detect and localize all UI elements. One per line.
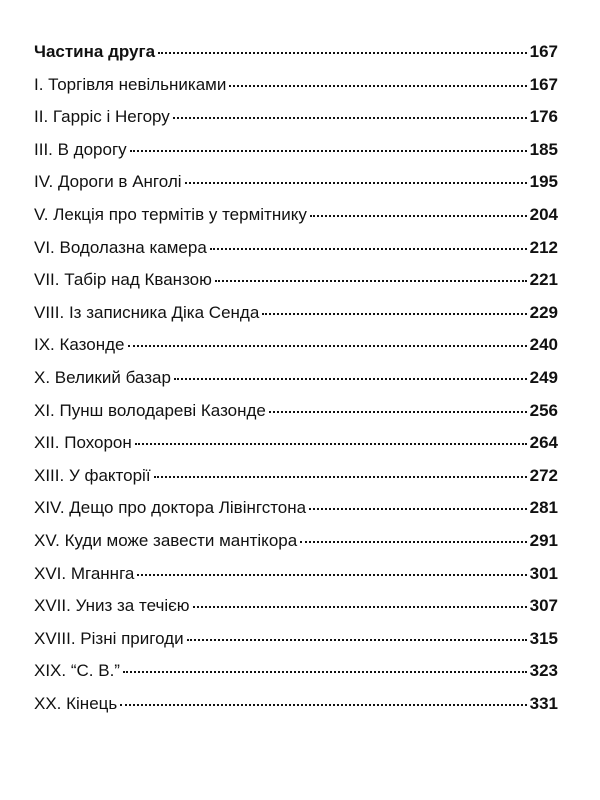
dot-leader: [310, 215, 527, 217]
toc-entry: [34, 460, 558, 493]
toc-entry: [34, 199, 558, 232]
chapter-page-number: 249: [529, 367, 558, 387]
dot-leader: [269, 411, 527, 413]
chapter-title: I. Торгівля невільниками: [34, 74, 227, 94]
toc-entry: [34, 166, 558, 199]
chapter-page-number: 195: [529, 172, 558, 192]
table-of-contents: [34, 36, 558, 720]
chapter-title: XX. Кінець: [34, 693, 118, 713]
chapter-page-number: 272: [529, 465, 558, 485]
chapter-page-number: 331: [529, 693, 558, 713]
chapter-page-number: 185: [529, 139, 558, 159]
toc-entry-list: [34, 69, 558, 721]
toc-entry: [34, 329, 558, 362]
dot-leader: [123, 671, 527, 673]
dot-leader: [210, 248, 527, 250]
toc-entry: [34, 395, 558, 428]
chapter-title: V. Лекція про термітів у термітнику: [34, 204, 307, 224]
toc-entry: [34, 427, 558, 460]
dot-leader: [154, 476, 527, 478]
chapter-title: VIII. Із записника Діка Сенда: [34, 302, 260, 322]
chapter-page-number: 301: [529, 563, 558, 583]
part-page-number: 167: [529, 42, 558, 61]
chapter-page-number: 212: [529, 237, 558, 257]
chapter-page-number: 221: [529, 270, 558, 290]
chapter-page-number: 307: [529, 596, 558, 616]
dot-leader: [120, 704, 526, 706]
dot-leader: [128, 345, 527, 347]
dot-leader: [187, 639, 527, 641]
dot-leader: [309, 508, 527, 510]
chapter-page-number: 167: [529, 74, 558, 94]
chapter-title: XV. Куди може завести мантікора: [34, 530, 298, 550]
chapter-page-number: 264: [529, 433, 558, 453]
chapter-title: XVII. Униз за течією: [34, 596, 190, 616]
toc-entry: [34, 623, 558, 656]
dot-leader: [158, 52, 527, 54]
toc-part-heading: [34, 36, 558, 69]
chapter-title: X. Великий базар: [34, 367, 171, 387]
chapter-title: XIV. Дещо про доктора Лівінгстона: [34, 498, 307, 518]
chapter-title: VII. Табір над Кванзою: [34, 270, 212, 290]
dot-leader: [130, 150, 527, 152]
part-title: Частина друга: [34, 42, 156, 61]
toc-entry: [34, 655, 558, 688]
chapter-title: II. Гарріс і Негору: [34, 107, 170, 127]
toc-entry: [34, 101, 558, 134]
dot-leader: [137, 574, 526, 576]
chapter-page-number: 204: [529, 204, 558, 224]
toc-entry: [34, 264, 558, 297]
toc-entry: [34, 688, 558, 721]
chapter-page-number: 240: [529, 335, 558, 355]
dot-leader: [215, 280, 527, 282]
chapter-title: IX. Казонде: [34, 335, 125, 355]
dot-leader: [193, 606, 527, 608]
chapter-page-number: 256: [529, 400, 558, 420]
dot-leader: [229, 85, 526, 87]
chapter-page-number: 323: [529, 661, 558, 681]
chapter-title: IV. Дороги в Анголі: [34, 172, 182, 192]
toc-entry: [34, 297, 558, 330]
dot-leader: [174, 378, 527, 380]
chapter-title: XVIII. Різні пригоди: [34, 628, 184, 648]
chapter-title: VI. Водолазна камера: [34, 237, 207, 257]
toc-entry: [34, 590, 558, 623]
chapter-title: III. В дорогу: [34, 139, 127, 159]
chapter-title: XI. Пунш володареві Казонде: [34, 400, 266, 420]
dot-leader: [135, 443, 527, 445]
chapter-page-number: 291: [529, 530, 558, 550]
toc-entry: [34, 558, 558, 591]
toc-entry: [34, 362, 558, 395]
chapter-page-number: 281: [529, 498, 558, 518]
chapter-page-number: 315: [529, 628, 558, 648]
toc-entry: [34, 232, 558, 265]
chapter-title: XIX. “С. В.”: [34, 661, 120, 681]
dot-leader: [173, 117, 527, 119]
toc-entry: [34, 69, 558, 102]
chapter-page-number: 176: [529, 107, 558, 127]
chapter-title: XIII. У факторії: [34, 465, 151, 485]
toc-entry: [34, 134, 558, 167]
toc-entry: [34, 492, 558, 525]
dot-leader: [262, 313, 526, 315]
chapter-title: XII. Похорон: [34, 433, 132, 453]
toc-entry: [34, 525, 558, 558]
dot-leader: [185, 182, 527, 184]
chapter-page-number: 229: [529, 302, 558, 322]
chapter-title: XVI. Мганнга: [34, 563, 135, 583]
dot-leader: [300, 541, 526, 543]
